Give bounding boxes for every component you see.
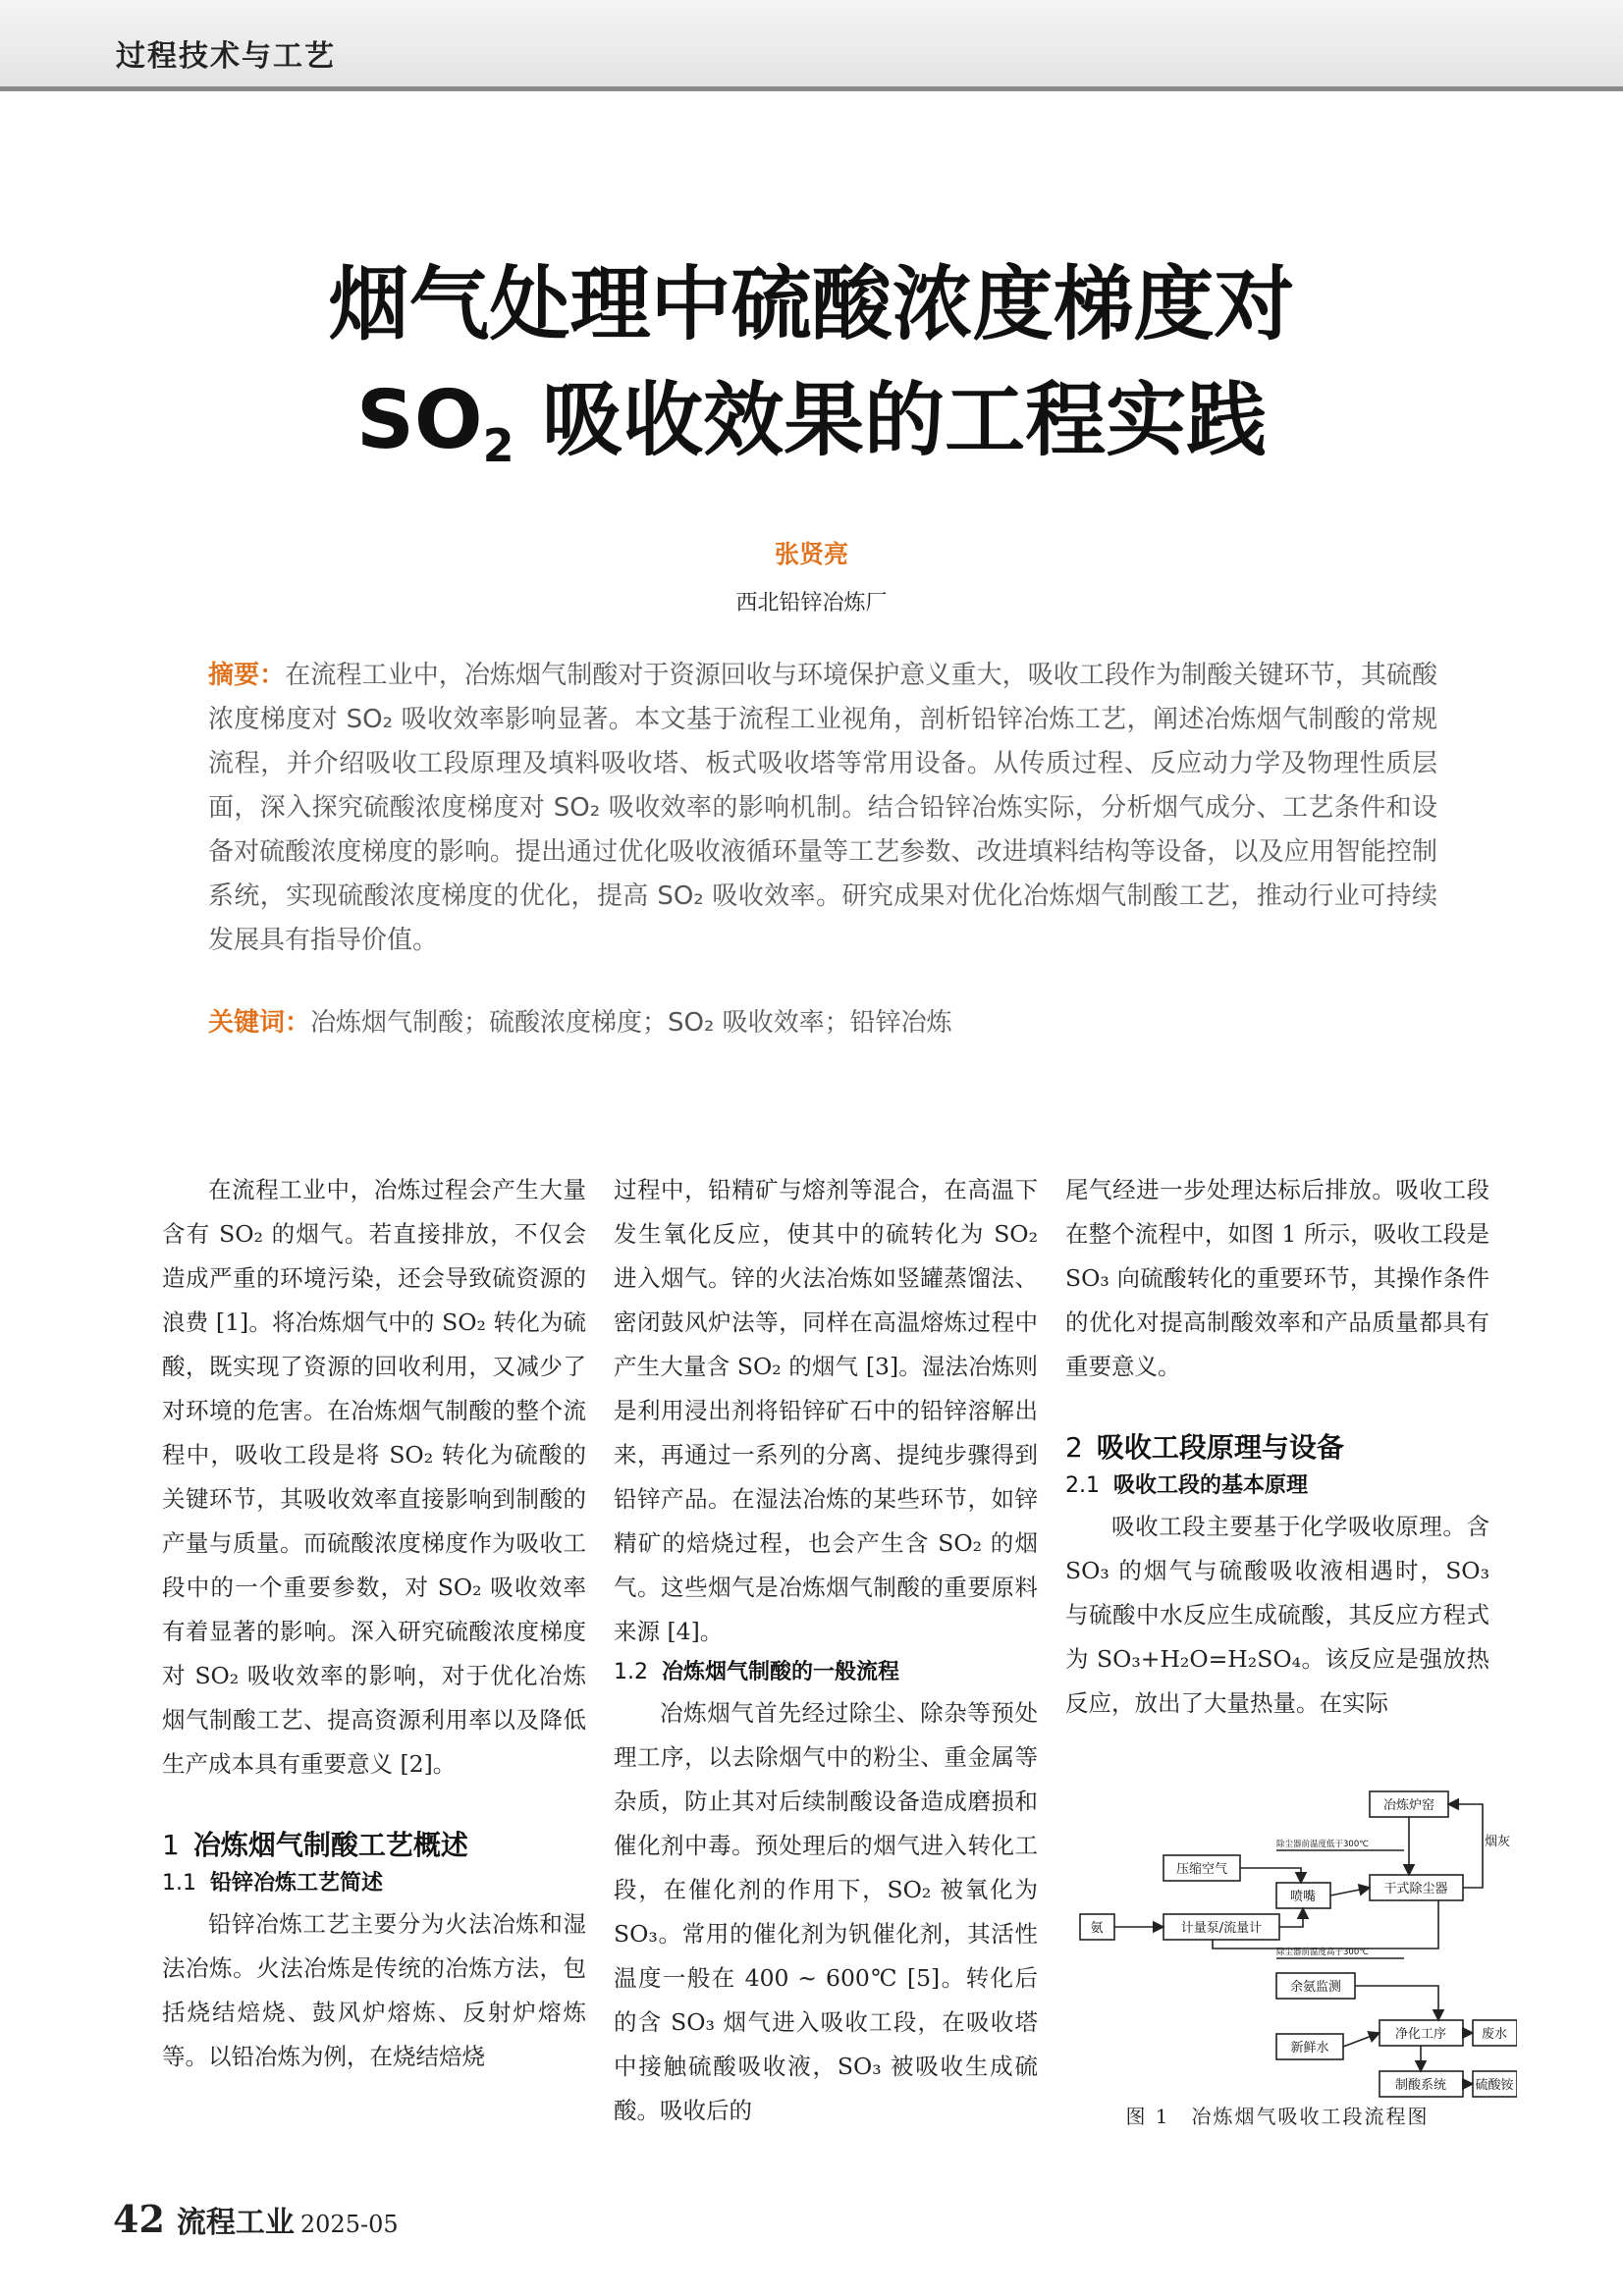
keywords-label: 关键词： [208, 1008, 311, 1038]
node-purify: 净化工序 [1394, 2027, 1447, 2042]
node-pump: 计量泵/流量计 [1180, 1921, 1263, 1936]
node-acid-system: 制酸系统 [1394, 2078, 1447, 2093]
page-header [0, 0, 1623, 91]
paragraph: 在流程工业中，冶炼过程会产生大量含有 SO₂ 的烟气。若直接排放，不仅会造成严重的环境污染，还会导致硫资源的浪费 [1]。将冶炼烟气中的 SO₂ 转化为硫酸，既实现了资源的回收利用，又减少了对环境的危害。在冶炼烟气制酸的整个流程中，吸收工段是将 SO₂ 转化为硫酸的关键环节，其吸收效率直接影响到制酸的产量与质量。而硫酸浓度梯度作为吸收工段中的一个重要参数，对 SO₂ 吸收效率有着显著的影响。深入研究硫酸浓度梯度对 SO₂ 吸收效率的影响，对于优化冶炼烟气制酸工艺、提高资源利用率以及降低生产成本具有重要意义 [2]。 [162, 1176, 586, 1778]
paragraph: 吸收工段主要基于化学吸收原理。含 SO₃ 的烟气与硫酸吸收液相遇时，SO₃ 与硫酸中水反应生成硫酸，其反应方程式为 SO₃+H₂O=H₂SO₄。该反应是强放热反应，放出了大量热量。在实际 [1065, 1513, 1489, 1717]
article-title-line1: 烟气处理中硫酸浓度梯度对 [328, 258, 1295, 351]
node-ash: 烟灰 [1484, 1835, 1511, 1849]
node-water: 新鲜水 [1290, 2041, 1329, 2056]
section-label: 过程技术与工艺 [116, 39, 336, 74]
node-ammonia: 氨 [1090, 1921, 1104, 1936]
subsection-heading: 2.1 吸收工段的基本原理 [1065, 1473, 1309, 1498]
figure-caption: 图 1 冶炼烟气吸收工段流程图 [1125, 2105, 1430, 2128]
node-ammonium: 硫酸铵 [1475, 2078, 1514, 2093]
body-column-3 [1065, 1168, 1489, 1726]
note-high-temp: 除尘器前温度高于300℃ [1276, 1948, 1369, 1957]
article-title-line2: $SO_2$ 吸收效果的工程实践 [355, 374, 1268, 472]
subsection-heading: 1.1 铅锌冶炼工艺简述 [162, 1871, 384, 1896]
note-low-temp: 除尘器前温度低于300℃ [1276, 1840, 1369, 1849]
section-heading: 1 冶炼烟气制酸工艺概述 [162, 1829, 468, 1861]
paragraph: 铅锌冶炼工艺主要分为火法冶炼和湿法冶炼。火法冶炼是传统的冶炼方法，包括烧结焙烧、鼓风炉熔炼、反射炉熔炼等。以铅冶炼为例，在烧结焙烧 [162, 1910, 586, 2070]
paragraph: 过程中，铅精矿与熔剂等混合，在高温下发生氧化反应，使其中的硫转化为 SO₂ 进入烟气。锌的火法冶炼如竖罐蒸馏法、密闭鼓风炉法等，同样在高温熔炼过程中产生大量含 SO₂ 的烟气 [3]。湿法冶炼则是利用浸出剂将铅锌矿石中的铅锌溶解出来，再通过一系列的分离、提纯步骤得到铅锌产品。在湿法冶炼的某些环节，如锌精矿的焙烧过程，也会产生含 SO₂ 的烟气。这些烟气是冶炼烟气制酸的重要原料来源 [4]。 [614, 1176, 1038, 1645]
page-footer [113, 2197, 399, 2241]
node-air: 压缩空气 [1175, 1862, 1228, 1877]
abstract-text: 在流程工业中，冶炼烟气制酸对于资源回收与环境保护意义重大，吸收工段作为制酸关键环节，其硫酸浓度梯度对 SO₂ 吸收效率影响显著。本文基于流程工业视角，剖析铅锌冶炼工艺，阐述冶炼烟气制酸的常规流程，并介绍吸收工段原理及填料吸收塔、板式吸收塔等常用设备。从传质过程、反应动力学及物理性质层面，深入探究硫酸浓度梯度对 SO₂ 吸收效率的影响机制。结合铅锌冶炼实际，分析烟气成分、工艺条件和设备对硫酸浓度梯度的影响。提出通过优化吸收液循环量等工艺参数、改进填料结构等设备，以及应用智能控制系统，实现硫酸浓度梯度的优化，提高 SO₂ 吸收效率。研究成果对优化冶炼烟气制酸工艺，推动行业可持续发展具有指导价值。 [208, 661, 1437, 955]
node-furnace: 冶炼炉窑 [1382, 1798, 1435, 1813]
section-heading: 2 吸收工段原理与设备 [1065, 1431, 1344, 1464]
journal-name: 流程工业 [176, 2206, 295, 2240]
paragraph: 冶炼烟气首先经过除尘、除杂等预处理工序，以去除烟气中的粉尘、重金属等杂质，防止其对后续制酸设备造成磨损和催化剂中毒。预处理后的烟气进入转化工段，在催化剂的作用下，SO₂ 被氧化为 SO₃。常用的催化剂为钒催化剂，其活性温度一般在 400 ~ 600℃ [5]。转化后的含 SO₃ 烟气进入吸收工段，在吸收塔中接触硫酸吸收液，SO₃ 被吸收生成硫酸。吸收后的 [614, 1699, 1038, 2124]
subsection-heading: 1.2 冶炼烟气制酸的一般流程 [614, 1660, 900, 1684]
process-flow-figure [1065, 1777, 1517, 2110]
keywords [208, 1001, 1437, 1045]
affiliation: 西北铅锌冶炼厂 [735, 591, 888, 615]
abstract [208, 654, 1437, 963]
body-column-2 [614, 1168, 1038, 2133]
keywords-text: 冶炼烟气制酸；硫酸浓度梯度；SO₂ 吸收效率；铅锌冶炼 [310, 1008, 952, 1038]
node-nozzle: 喷嘴 [1289, 1890, 1317, 1904]
page-number: 42 [113, 2197, 165, 2241]
node-dry-dust: 干式除尘器 [1383, 1882, 1448, 1896]
abstract-label: 摘要： [208, 661, 286, 690]
issue: 2025-05 [299, 2211, 399, 2238]
author-name: 张贤亮 [774, 540, 848, 568]
node-wastewater: 废水 [1481, 2027, 1508, 2042]
paragraph: 尾气经进一步处理达标后排放。吸收工段在整个流程中，如图 1 所示，吸收工段是 SO₃ 向硫酸转化的重要环节，其操作条件的优化对提高制酸效率和产品质量都具有重要意义。 [1065, 1176, 1489, 1380]
body-column-1 [162, 1168, 586, 2079]
node-residual: 余氨监测 [1289, 1980, 1342, 1995]
